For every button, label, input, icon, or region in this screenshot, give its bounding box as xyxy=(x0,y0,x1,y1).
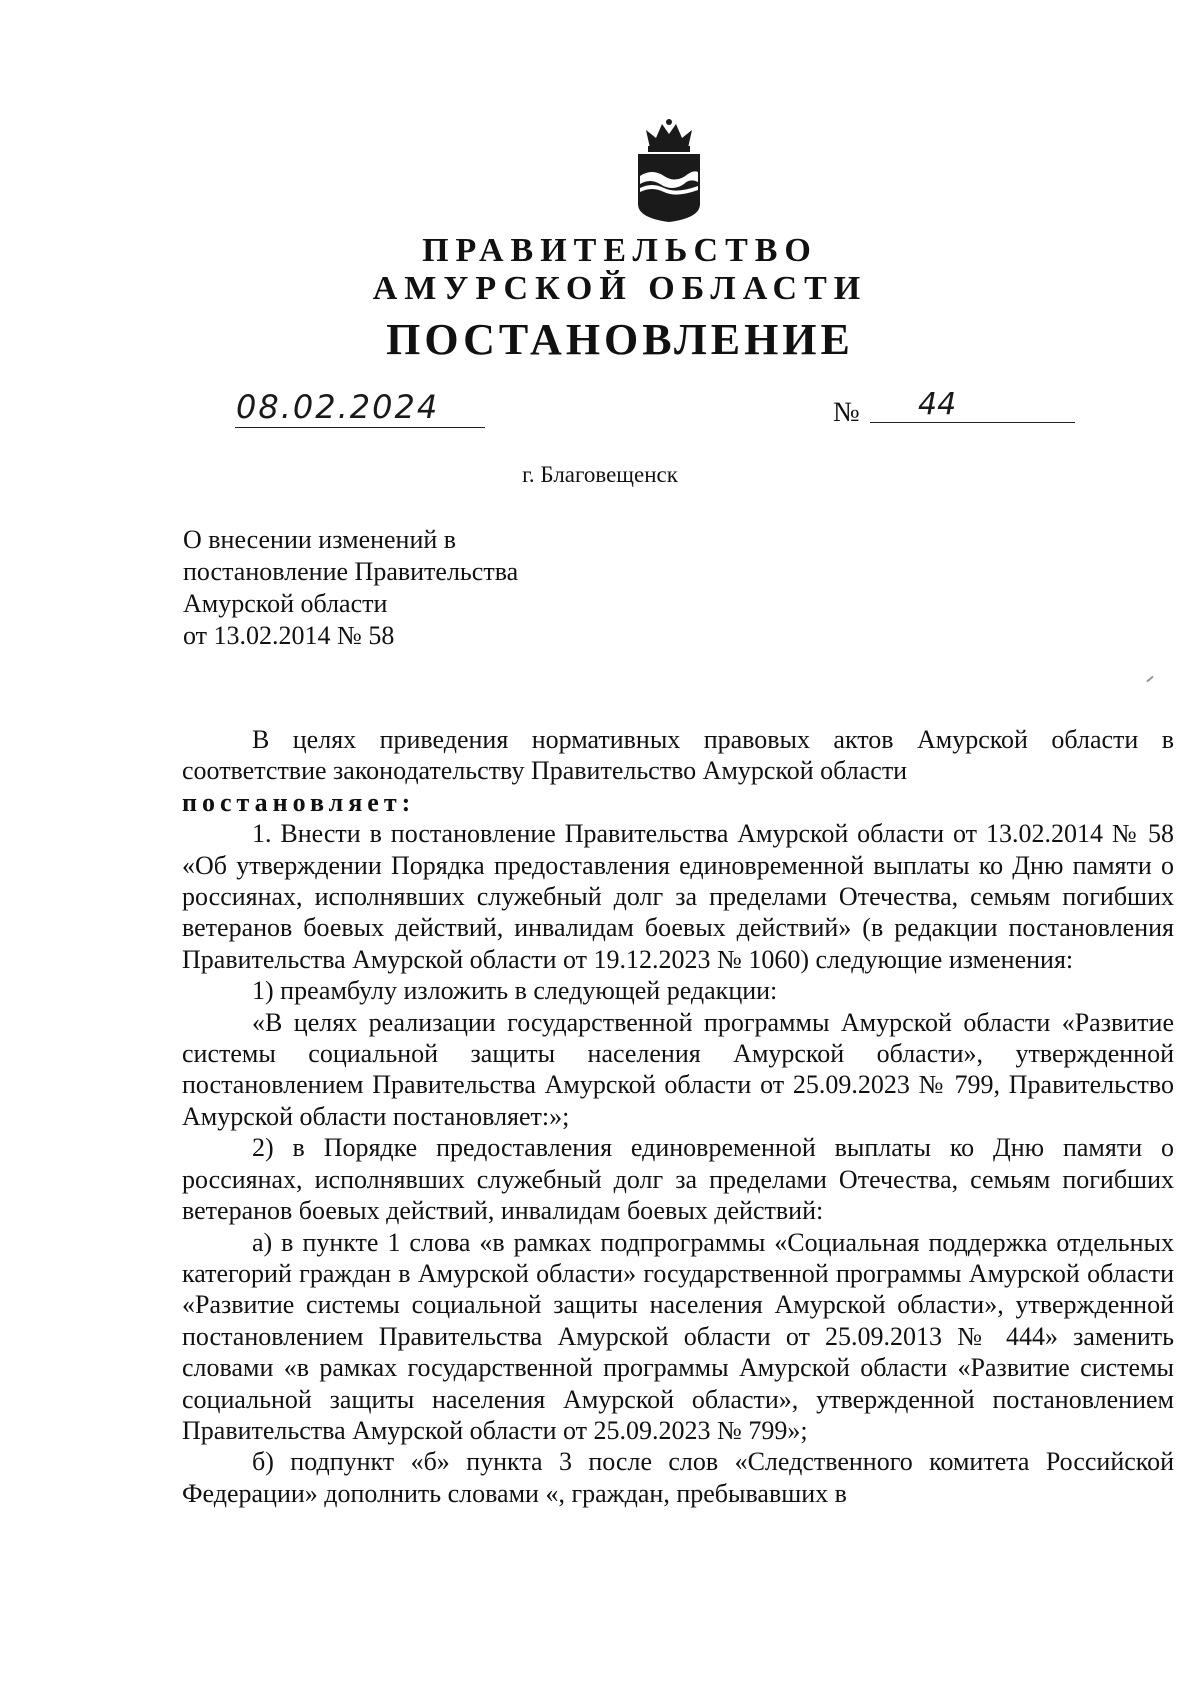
item-1-2-paragraph: 2) в Порядке предоставления единовременной выплаты ко Дню памяти о россиянах, исполнявших служебный долг за пределами Отечества, семьям погибших ветеранов боевых действий, инвалидам боевых действий: xyxy=(182,1133,1174,1226)
preamble-paragraph: В целях приведения нормативных правовых актов Амурской области в соответствие законодательству Правительство Амурской области xyxy=(182,725,1174,786)
item-1-2-a-paragraph: а) в пункте 1 слова «в рамках подпрограммы «Социальная поддержка отдельных категорий граждан в Амурской области» государственной программы Амурской области «Развитие системы социальной защиты населения Амурской области», утвержденной постановлением Правительства Амурской области от 25.09.2013 № 444» заменить словами «в рамках государственной программы Амурской области «Развитие системы социальной защиты населения Амурской области», утвержденной постановлением Правительства Амурской области от 25.09.2023 № 799»; xyxy=(182,1227,1174,1445)
resolves-word: постановляет: xyxy=(182,787,416,817)
subject-line: О внесении изменений в xyxy=(183,525,457,554)
scan-artifact xyxy=(1146,676,1153,683)
subject-line: Амурской области xyxy=(183,589,388,618)
org-name-line2: АМУРСКОЙ ОБЛАСТИ xyxy=(372,270,868,307)
item-1-paragraph: 1. Внести в постановление Правительства Амурской области от 13.02.2014 № 58 «Об утверждении Порядка предоставления единовременной выплаты ко Дню памяти о россиянах, исполнявших служебный долг за пределами Отечества, семьям погибших ветеранов боевых действий, инвалидам боевых действий» (в редакции постановления Правительства Амурской области от 19.12.2023 № 1060) следующие изменения: xyxy=(182,819,1174,974)
number-underline xyxy=(870,422,1075,423)
date-underline xyxy=(235,427,485,428)
document-subject xyxy=(183,524,603,652)
subject-line: от 13.02.2014 № 58 xyxy=(183,621,395,650)
subject-line: постановление Правительства xyxy=(183,557,519,586)
item-1-1-text-paragraph: «В целях реализации государственной программы Амурской области «Развитие системы социальной защиты населения Амурской области», утвержденной постановлением Правительства Амурской области от 25.09.2023 № 799, Правительство Амурской области постановляет:»; xyxy=(182,1007,1174,1131)
item-1-1-paragraph: 1) преамбулу изложить в следующей редакции: xyxy=(252,976,778,1006)
number-sign: № xyxy=(833,397,860,428)
item-1-2-b-paragraph: б) подпункт «б» пункта 3 после слов «Следственного комитета Российской Федерации» дополнить словами «, граждан, пребывавших в xyxy=(182,1447,1174,1508)
coat-of-arms-icon xyxy=(628,118,710,224)
document-number: 44 xyxy=(918,387,957,422)
document-date: 08.02.2024 xyxy=(236,388,440,426)
city: г. Благовещенск xyxy=(522,462,678,487)
document-body xyxy=(182,724,1174,1509)
org-name-line1: ПРАВИТЕЛЬСТВО xyxy=(422,232,818,269)
document-type: ПОСТАНОВЛЕНИЕ xyxy=(386,315,854,364)
